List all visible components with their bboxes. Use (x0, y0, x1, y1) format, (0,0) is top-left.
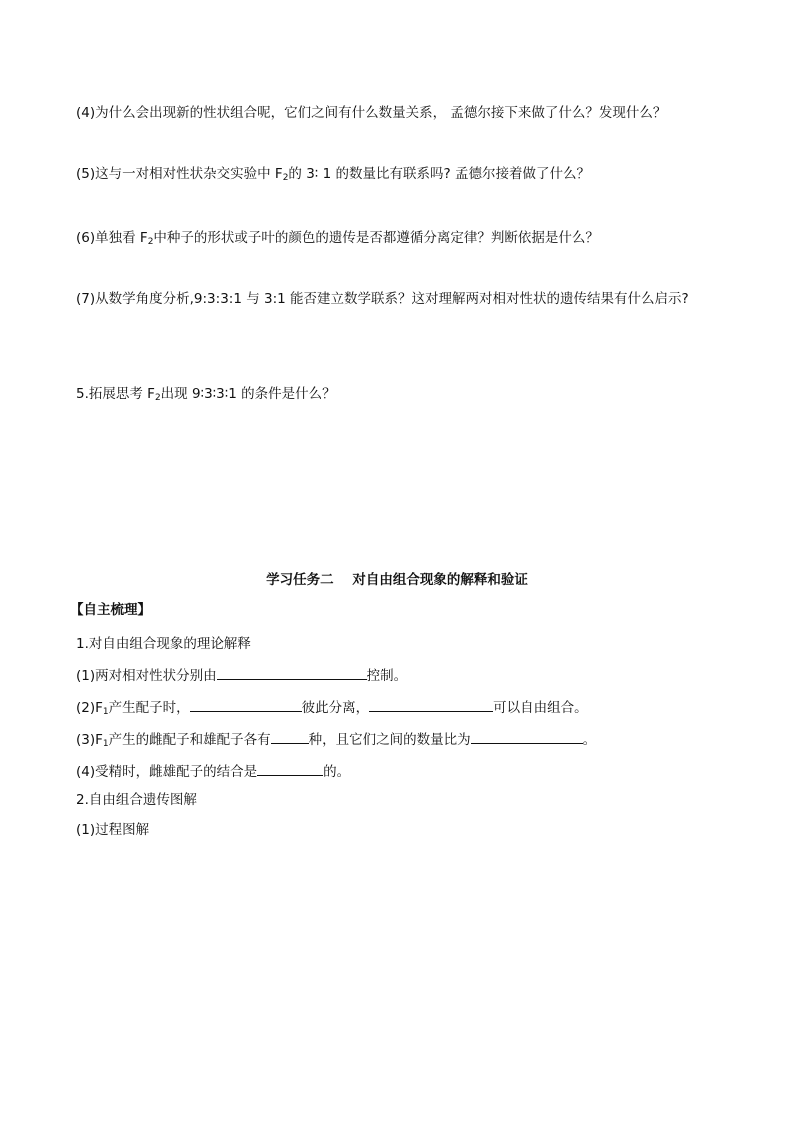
fill-line-2-text-a: (2)F (76, 700, 103, 716)
fill-line-2-text-d: 可以自由组合。 (493, 700, 588, 716)
blank-2[interactable] (190, 696, 302, 712)
question-5-subscript: 2 (282, 173, 289, 183)
blank-1[interactable] (217, 664, 367, 680)
section-label: 【自主梳理】 (70, 602, 151, 618)
question-6-text-a: (6)单独看 F (76, 230, 148, 246)
question-6-text-b: 中种子的形状或子叶的颜色的遗传是否都遵循分离定律？判断依据是什么？ (153, 230, 599, 246)
fill-line-2-text-c: 彼此分离， (301, 700, 370, 716)
fill-line-2-subscript: 1 (102, 707, 109, 717)
question-5 (76, 164, 590, 188)
question-5-text-a: (5)这与一对相对性状杂交实验中 F (76, 166, 283, 182)
fill-line-2 (76, 696, 588, 722)
question-6-subscript: 2 (147, 237, 154, 247)
fill-line-3 (76, 728, 596, 754)
item1-title: 1.对自由组合现象的理论解释 (76, 636, 251, 652)
fill-line-3-subscript: 1 (102, 739, 109, 749)
question-4 (76, 103, 666, 123)
question-4-text: (4)为什么会出现新的性状组合呢，它们之间有什么数量关系， 孟德尔接下来做了什么？发现什么？ (76, 105, 667, 121)
fill-line-4-text-a: (4)受精时，雌雄配子的结合是 (76, 764, 258, 780)
fill-line-3-text-d: 。 (582, 732, 597, 748)
item2-title: 2.自由组合遗传图解 (76, 792, 197, 808)
item2-subtitle: (1)过程图解 (76, 822, 150, 838)
blank-5[interactable] (471, 728, 583, 744)
blank-4[interactable] (271, 728, 309, 744)
extension-question-text-a: 5.拓展思考 F (76, 386, 155, 402)
extension-question-text-b: 出现 9∶3∶3∶1 的条件是什么？ (160, 386, 336, 402)
fill-line-4 (76, 760, 350, 782)
question-7-text: (7)从数学角度分析,9:3:3:1 与 3:1 能否建立数学联系？这对理解两对相对性状的遗传结果有什么启示? (76, 291, 689, 307)
question-5-text-b: 的 3∶ 1 的数量比有联系吗? 孟德尔接着做了什么？ (288, 166, 590, 182)
fill-line-4-text-b: 的。 (323, 764, 351, 780)
fill-line-1 (76, 664, 407, 686)
task-title: 学习任务二 对自由组合现象的解释和验证 (266, 572, 528, 588)
extension-question (76, 384, 336, 408)
fill-line-1-text-b: 控制。 (366, 668, 408, 684)
fill-line-3-text-c: 种，且它们之间的数量比为 (308, 732, 471, 748)
fill-line-2-text-b: 产生配子时， (108, 700, 190, 716)
extension-question-subscript: 2 (154, 393, 161, 403)
fill-line-3-text-b: 产生的雌配子和雄配子各有 (108, 732, 271, 748)
question-7 (76, 289, 689, 309)
blank-3[interactable] (369, 696, 493, 712)
question-6 (76, 228, 599, 252)
fill-line-3-text-a: (3)F (76, 732, 103, 748)
fill-line-1-text-a: (1)两对相对性状分别由 (76, 668, 217, 684)
blank-6[interactable] (257, 760, 323, 776)
